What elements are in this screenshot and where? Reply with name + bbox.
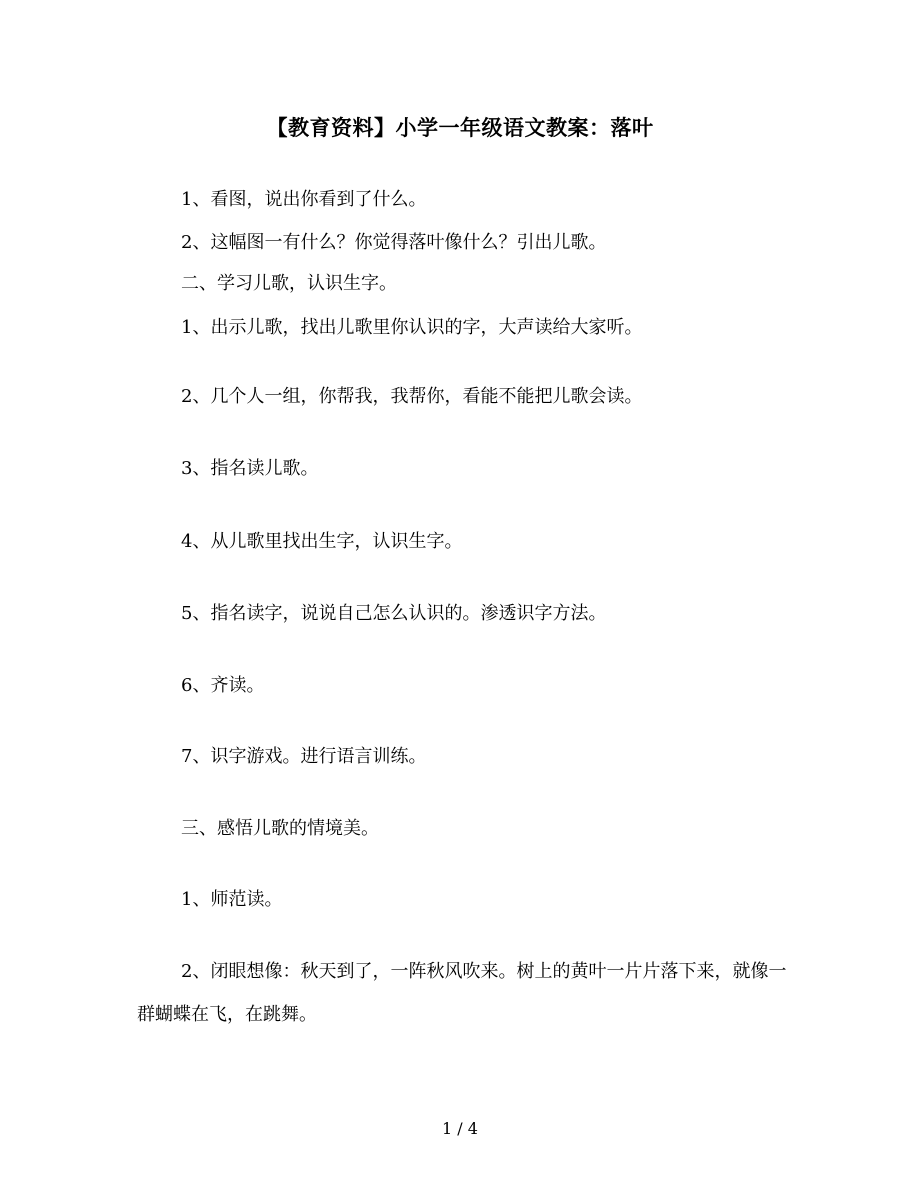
paragraph: 6、齐读。 [181, 675, 265, 696]
paragraph: 5、指名读字，说说自己怎么认识的。渗透识字方法。 [181, 603, 607, 624]
paragraph: 4、从儿歌里找出生字，认识生字。 [181, 531, 463, 552]
paragraph: 2、闭眼想像：秋天到了，一阵秋风吹来。树上的黄叶一片片落下来，就像一群蝴蝶在飞，在跳舞。 [137, 961, 787, 1025]
paragraph: 2、几个人一组，你帮我，我帮你，看能不能把儿歌会读。 [181, 386, 643, 407]
page-number: 1 / 4 [442, 1119, 478, 1138]
paragraph: 1、师范读。 [181, 889, 283, 910]
paragraph: 1、看图，说出你看到了什么。 [181, 189, 427, 210]
paragraph: 2、这幅图一有什么？你觉得落叶像什么？引出儿歌。 [181, 232, 607, 253]
paragraph: 3、指名读儿歌。 [181, 458, 319, 479]
paragraph: 7、识字游戏。进行语言训练。 [181, 746, 427, 767]
paragraph: 1、出示儿歌，找出儿歌里你认识的字，大声读给大家听。 [181, 317, 643, 338]
document-title: 【教育资料】小学一年级语文教案：落叶 [266, 115, 654, 140]
section-heading: 三、感悟儿歌的情境美。 [181, 818, 379, 839]
section-heading: 二、学习儿歌，认识生字。 [181, 273, 397, 294]
